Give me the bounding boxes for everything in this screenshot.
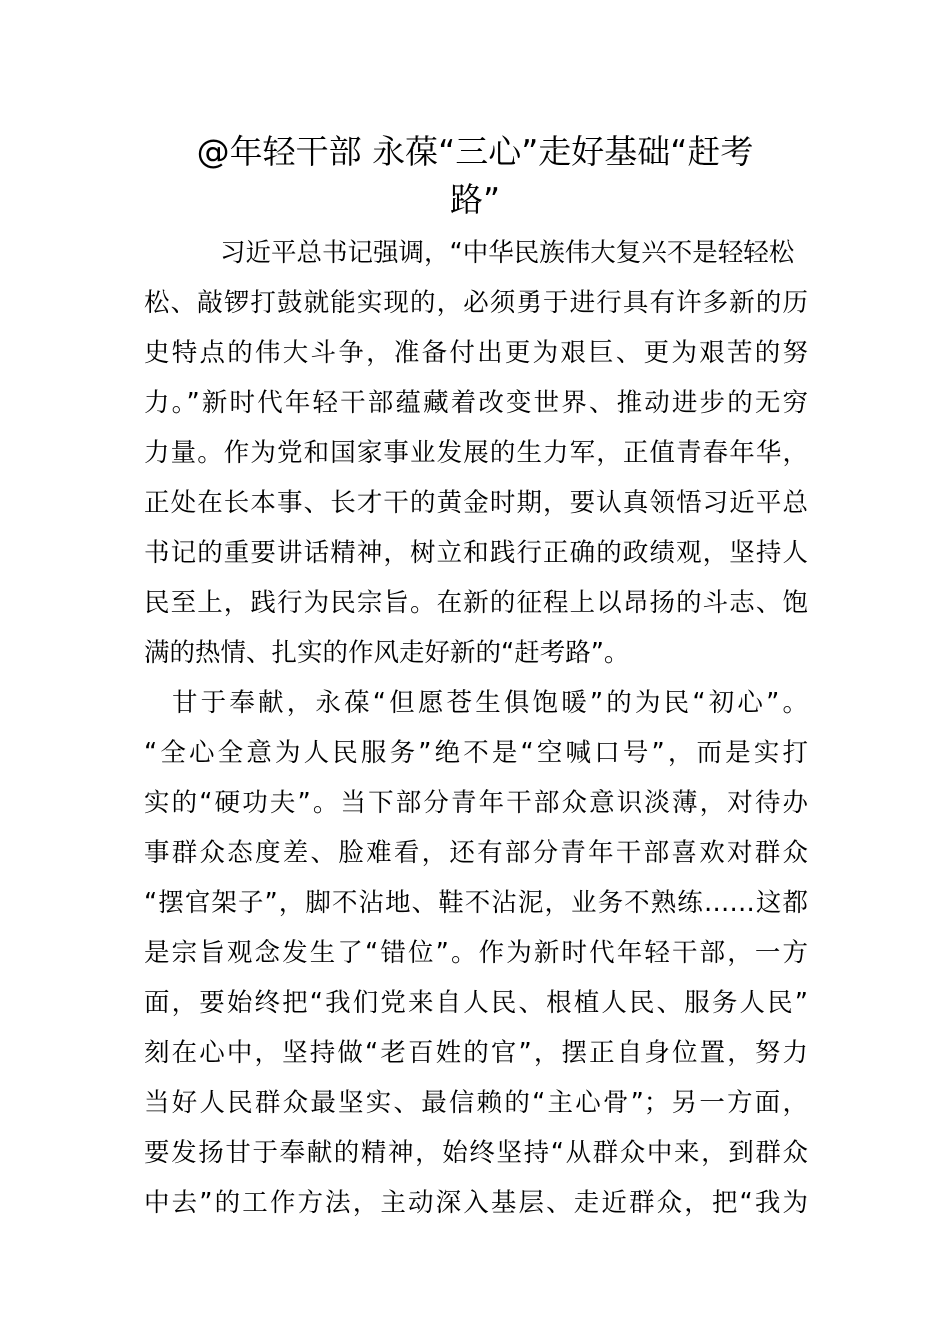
paragraph-line: 力。”新时代年轻干部蕴藏着改变世界、推动进步的无穷 — [144, 388, 808, 418]
paragraph-line: 中去”的工作方法，主动深入基层、走近群众，把“我为 — [144, 1188, 808, 1218]
document-title — [140, 128, 810, 224]
paragraph-line: 习近平总书记强调，“中华民族伟大复兴不是轻轻松 — [220, 238, 795, 268]
paragraph-line: 满的热情、扎实的作风走好新的“赶考路”。 — [144, 638, 630, 668]
paragraph-line: 是宗旨观念发生了“错位”。作为新时代年轻干部，一方 — [144, 938, 808, 968]
paragraph-line: 正处在长本事、长才干的黄金时期，要认真领悟习近平总 — [144, 488, 808, 518]
paragraph-line: 力量。作为党和国家事业发展的生力军，正值青春年华， — [144, 438, 808, 468]
paragraph-line: 松、敲锣打鼓就能实现的，必须勇于进行具有许多新的历 — [144, 288, 808, 318]
paragraph-line: 史特点的伟大斗争，准备付出更为艰巨、更为艰苦的努 — [144, 338, 808, 368]
paragraph-line: 面，要始终把“我们党来自人民、根植人民、服务人民” — [144, 988, 808, 1018]
paragraph-line: “全心全意为人民服务”绝不是“空喊口号”，而是实打 — [144, 738, 808, 768]
paragraph-line: 当好人民群众最坚实、最信赖的“主心骨”；另一方面， — [144, 1088, 808, 1118]
paragraph-line: 民至上，践行为民宗旨。在新的征程上以昂扬的斗志、饱 — [144, 588, 808, 618]
title-line: @年轻干部 永葆“三心”走好基础“赶考 — [196, 132, 754, 171]
document-body — [144, 228, 808, 1228]
paragraph-line: 要发扬甘于奉献的精神，始终坚持“从群众中来，到群众 — [144, 1138, 808, 1168]
paragraph-line: 实的“硬功夫”。当下部分青年干部众意识淡薄，对待办 — [144, 788, 808, 818]
paragraph-line: 事群众态度差、脸难看，还有部分青年干部喜欢对群众 — [144, 838, 808, 868]
paragraph-line: “摆官架子”，脚不沾地、鞋不沾泥，业务不熟练……这都 — [144, 888, 808, 918]
paragraph-1 — [144, 228, 808, 678]
paragraph-line: 甘于奉献，永葆“但愿苍生俱饱暖”的为民“初心”。 — [172, 688, 808, 718]
paragraph-2 — [144, 678, 808, 1228]
paragraph-line: 书记的重要讲话精神，树立和践行正确的政绩观，坚持人 — [144, 538, 808, 568]
paragraph-line: 刻在心中，坚持做“老百姓的官”，摆正自身位置，努力 — [144, 1038, 808, 1068]
title-line: 路” — [449, 180, 501, 219]
